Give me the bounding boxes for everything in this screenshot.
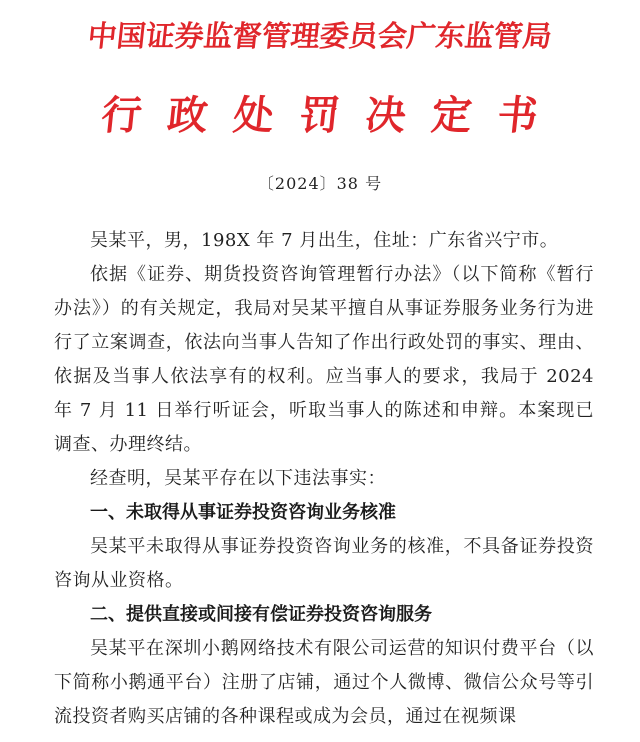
section-1-heading: 一、未取得从事证券投资咨询业务核准 [90,502,396,523]
section-1-paragraph: 吴某平未取得从事证券投资咨询业务的核准，不具备证券投资咨询从业资格。 [54,536,594,591]
procedure-paragraph: 依据《证券、期货投资咨询管理暂行办法》（以下简称《暂行办法》）的有关规定，我局对吴某平擅自从事证券服务业务行为进行了立案调查，依法向当事人告知了作出行政处罚的事实、理由、依据及当事人依法享有的权利。应当事人的要求，我局于 2024 年 7 月 11 日举行听证会，听取当事人的陈述和申辩。本案现已调查、办理终结。 [54,264,594,455]
document-title: 行政处罚决定书 [99,92,567,139]
document-number: 〔2024〕38 号 [257,174,383,193]
document-body [54,224,594,734]
issuing-authority: 中国证券监督管理委员会广东监管局 [86,19,554,53]
section-2-paragraph: 吴某平在深圳小鹅网络技术有限公司运营的知识付费平台（以下简称小鹅通平台）注册了店铺，通过个人微博、微信公众号等引流投资者购买店铺的各种课程或成为会员，通过在视频课 [54,638,594,727]
party-info-paragraph: 吴某平，男，198X 年 7 月出生，住址：广东省兴宁市。 [90,230,559,251]
finding-intro-paragraph: 经查明，吴某平存在以下违法事实： [90,468,386,489]
section-2-heading: 二、提供直接或间接有偿证券投资咨询服务 [90,604,432,625]
